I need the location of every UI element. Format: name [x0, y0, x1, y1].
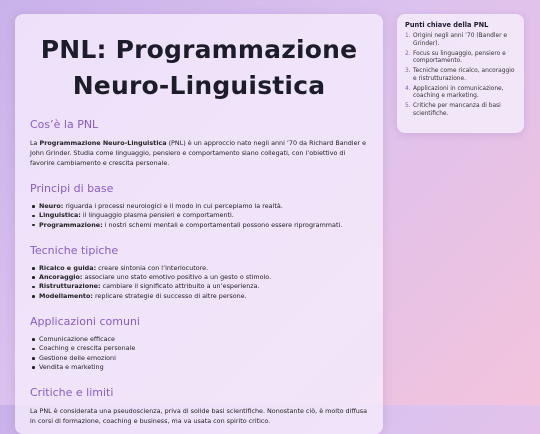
list-item: Ricalco e guida: creare sintonia con l’interlocutore. — [39, 264, 368, 273]
list-item: Ristrutturazione: cambiare il significato attribuito a un’esperienza. — [39, 282, 368, 291]
applicazioni-list — [30, 335, 368, 372]
page-title — [30, 32, 368, 104]
key-point-item: 4. Applicazioni in comunicazione, coaching e marketing. — [405, 85, 504, 100]
list-item: Coaching e crescita personale — [39, 344, 368, 353]
main-content-card — [15, 14, 383, 434]
key-point-item: 1. Origini negli anni ’70 (Bandler e Grinder). — [405, 33, 507, 47]
section-heading-applicazioni: Applicazioni comuni — [30, 315, 140, 329]
section-text-cose: La Programmazione Neuro-Linguistica (PNL) è un approccio nato negli anni ’70 da Richard Bandler e John Grinder. Studia come linguaggio, pensiero e comportamento siano collegati, con l’obiettivo di favorire cambiamento e crescita personale. — [30, 139, 367, 167]
key-points-list — [397, 33, 524, 119]
list-item: Vendita e marketing — [39, 363, 368, 372]
section-text-critiche: La PNL è considerata una pseudoscienza, priva di solide basi scientifiche. Nonostante ciò, è molto diffusa in corsi di formazione, coaching e business, ma va usata con spirito critico. — [30, 407, 368, 426]
list-item: Linguistica: il linguaggio plasma pensieri e comportamenti. — [39, 211, 368, 220]
list-item: Comunicazione efficace — [39, 335, 368, 344]
page-title-line-2: Neuro-Linguistica — [72, 71, 326, 100]
section-heading-principi: Principi di base — [30, 182, 114, 195]
list-item: Programmazione: i nostri schemi mentali e comportamentali possono essere riprogrammati. — [39, 221, 368, 230]
key-points-card — [397, 14, 524, 133]
list-item: Ancoraggio: associare uno stato emotivo positivo a un gesto o stimolo. — [39, 273, 368, 282]
list-item: Modellamento: replicare strategie di successo di altre persone. — [39, 292, 368, 301]
principi-list — [30, 202, 368, 230]
bold-term: Programmazione Neuro-Linguistica — [39, 139, 167, 147]
page-title-line-1: PNL: Programmazione — [40, 35, 358, 64]
key-point-item: 3. Tecniche come ricalco, ancoraggio e ristrutturazione. — [405, 68, 515, 82]
article — [15, 32, 383, 426]
section-heading-cose: Cos’è la PNL — [30, 118, 99, 131]
key-points-title: Punti chiave della PNL — [405, 21, 489, 29]
list-item: Gestione delle emozioni — [39, 354, 368, 363]
key-point-item: 5. Critiche per mancanza di basi scientifiche. — [405, 103, 501, 117]
section-heading-tecniche: Tecniche tipiche — [30, 243, 119, 257]
key-point-item: 2. Focus su linguaggio, pensiero e comportamento. — [405, 50, 506, 65]
section-heading-critiche: Critiche e limiti — [30, 386, 114, 400]
tecniche-list — [30, 264, 368, 301]
list-item: Neuro: riguarda i processi neurologici e il modo in cui percepiamo la realtà. — [39, 202, 368, 211]
